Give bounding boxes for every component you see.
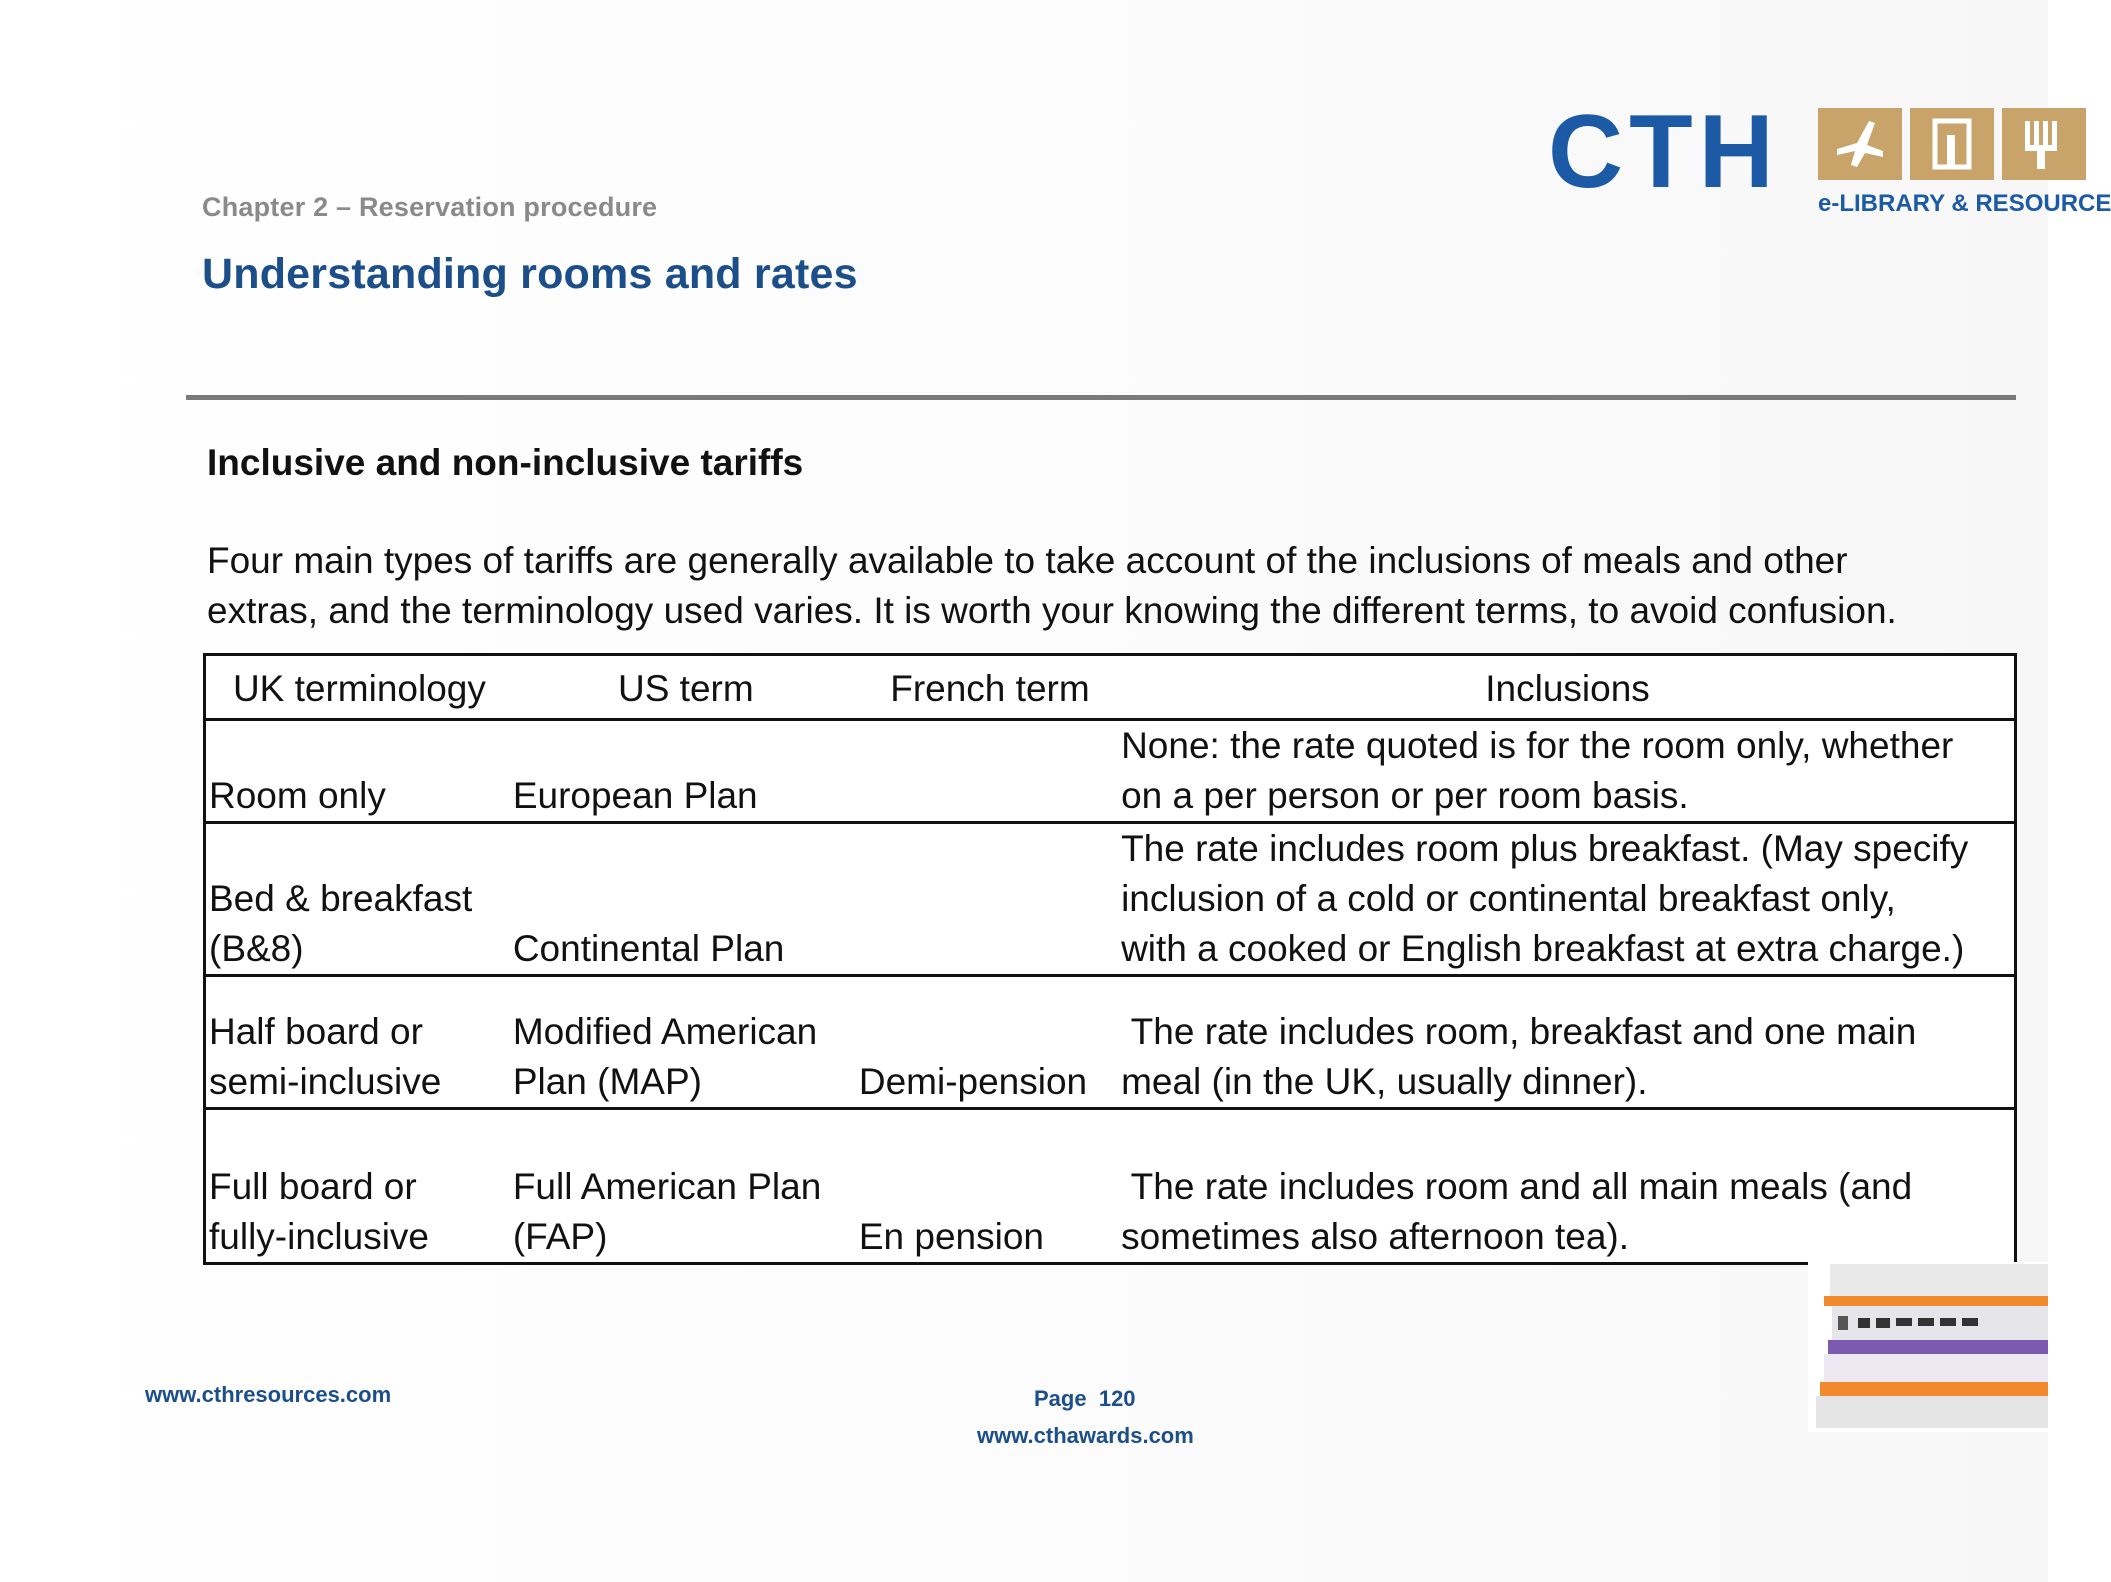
cell-line: The rate includes room and all main meals (and xyxy=(1121,1166,1913,1207)
table-row xyxy=(205,976,2016,1109)
cell-line: Full American Plan xyxy=(512,1166,822,1207)
cell-line: fully-inclusive xyxy=(209,1216,430,1257)
cell-line: (B&8) xyxy=(209,928,304,969)
header-french-term: French term xyxy=(859,655,1118,720)
page-title: Understanding rooms and rates xyxy=(202,250,858,298)
intro-line: extras, and the terminology used varies. It is worth your knowing the different terms, to avoid confusion. xyxy=(207,590,1897,631)
cell-inclusions xyxy=(1118,720,2015,823)
footer-resources-link[interactable]: www.cthresources.com xyxy=(145,1382,392,1407)
cell-fr xyxy=(859,976,1118,1109)
cell-text: Continental Plan xyxy=(512,928,785,969)
cell-line: None: the rate quoted is for the room only, whether xyxy=(1121,725,1954,766)
cell-line: The rate includes room plus breakfast. (May specify xyxy=(1121,828,1969,869)
cell-line: sometimes also afternoon tea). xyxy=(1121,1216,1630,1257)
table-row xyxy=(205,720,2016,823)
logo-subtitle: e-LIBRARY & RESOURCE xyxy=(1818,190,2111,217)
intro-line: Four main types of tariffs are generally available to take account of the inclusions of meals and other xyxy=(207,540,1848,581)
book-stack-image xyxy=(1808,1262,2048,1432)
page-number-value: 120 xyxy=(1098,1386,1136,1411)
cell-uk xyxy=(205,823,510,976)
cell-line: inclusion of a cold or continental breakfast only, xyxy=(1121,878,1896,919)
logo-wordmark: CTH xyxy=(1548,94,1780,210)
cell-line: meal (in the UK, usually dinner). xyxy=(1121,1061,1648,1102)
cell-text: European Plan xyxy=(512,775,758,816)
section-heading: Inclusive and non-inclusive tariffs xyxy=(207,442,804,483)
cell-line: Half board or xyxy=(209,1011,423,1052)
cell-line: Plan (MAP) xyxy=(512,1061,702,1102)
cell-line: Bed & breakfast xyxy=(209,878,473,919)
cell-inclusions xyxy=(1118,1109,2015,1264)
cell-us xyxy=(510,1109,859,1264)
intro-paragraph xyxy=(207,536,2027,636)
hotel-icon xyxy=(1910,108,1994,180)
cell-line: Modified American xyxy=(512,1011,818,1052)
chapter-label: Chapter 2 – Reservation procedure xyxy=(202,192,658,222)
header-divider xyxy=(186,395,2016,400)
page-label: Page xyxy=(1034,1386,1087,1411)
table-header-row xyxy=(205,655,2016,720)
cell-inclusions xyxy=(1118,823,2015,976)
table-row xyxy=(205,1109,2016,1264)
header-us-term: US term xyxy=(510,655,859,720)
cell-us xyxy=(510,720,859,823)
footer-awards-link[interactable]: www.cthawards.com xyxy=(977,1423,1194,1448)
cell-fr xyxy=(859,720,1118,823)
cell-text: Demi-pension xyxy=(858,1061,1088,1102)
airplane-icon xyxy=(1818,108,1902,180)
cell-text: En pension xyxy=(858,1216,1045,1257)
header-inclusions: Inclusions xyxy=(1118,655,2015,720)
table-row xyxy=(205,823,2016,976)
page-number xyxy=(1034,1386,1136,1412)
cell-line: The rate includes room, breakfast and one main xyxy=(1121,1011,1917,1052)
cell-us xyxy=(510,976,859,1109)
cell-fr xyxy=(859,1109,1118,1264)
cell-line: Full board or xyxy=(209,1166,417,1207)
cell-line: semi-inclusive xyxy=(209,1061,442,1102)
cell-text: Room only xyxy=(209,775,386,816)
cell-us xyxy=(510,823,859,976)
cell-uk xyxy=(205,720,510,823)
cth-logo xyxy=(1548,94,2111,220)
cell-fr xyxy=(859,823,1118,976)
cell-line: with a cooked or English breakfast at extra charge.) xyxy=(1121,928,1965,969)
cell-line: on a per person or per room basis. xyxy=(1121,775,1689,816)
cell-uk xyxy=(205,1109,510,1264)
header-uk-terminology: UK terminology xyxy=(205,655,510,720)
tariff-table xyxy=(203,653,2017,1265)
cell-line: (FAP) xyxy=(512,1216,608,1257)
fork-icon xyxy=(2002,108,2086,180)
cell-uk xyxy=(205,976,510,1109)
cell-inclusions xyxy=(1118,976,2015,1109)
